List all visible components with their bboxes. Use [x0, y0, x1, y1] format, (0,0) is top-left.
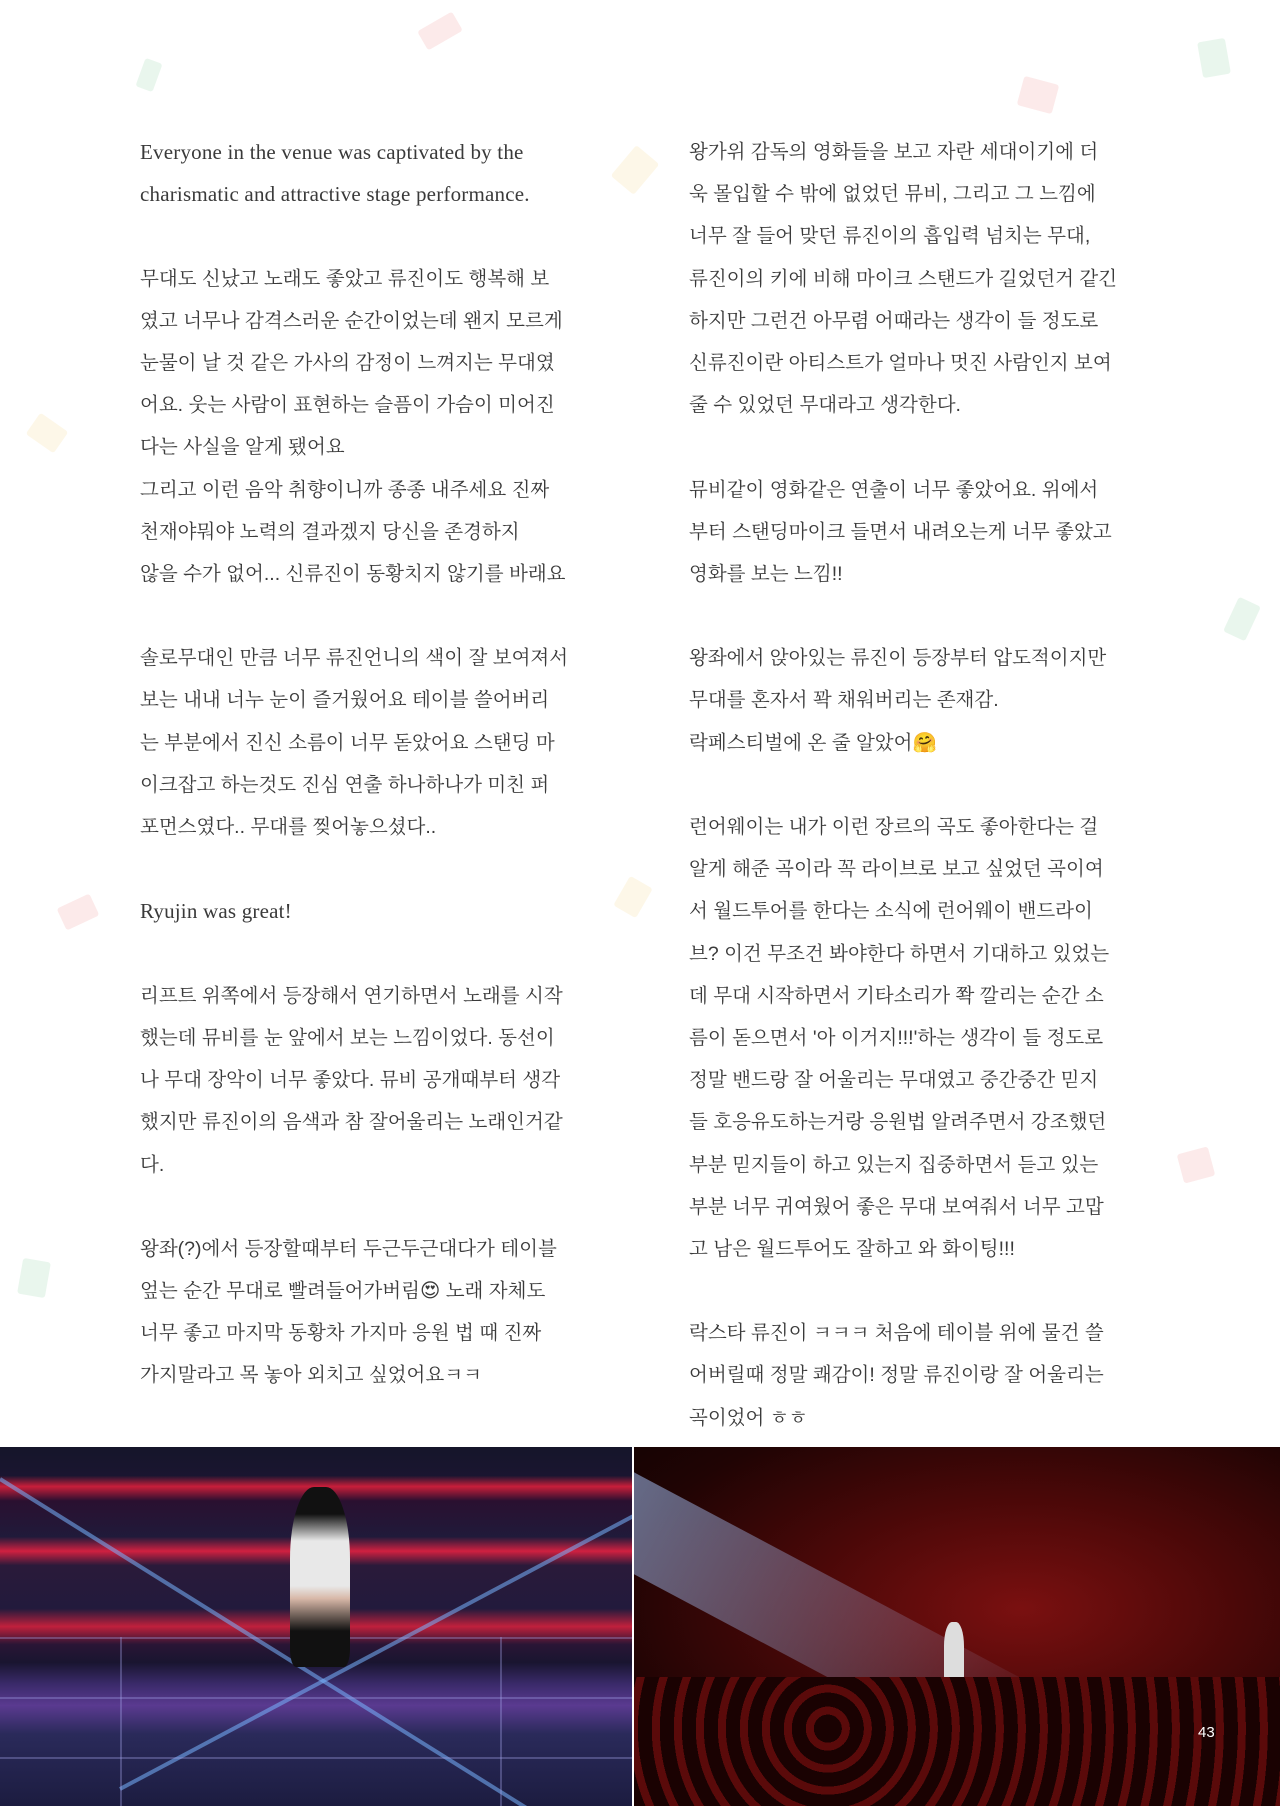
paragraph [689, 1312, 1141, 1439]
stage-floor-line [500, 1637, 502, 1806]
text-line: 너무 잘 들어 맞던 류진이의 흡입력 넘치는 무대, [689, 225, 1091, 248]
text-line: 류진이의 키에 비해 마이크 스탠드가 길었던거 같긴 [689, 267, 1118, 290]
text-line: 천재야뭐야 노력의 결과겠지 당신을 존경하지 [140, 520, 520, 543]
text-line: 가지말라고 목 놓아 외치고 싶었어요ㅋㅋ [140, 1364, 482, 1387]
stage-performance-photo [0, 1447, 632, 1806]
text-line: 포먼스였다.. 무대를 찢어놓으셨다.. [140, 816, 437, 838]
text-line: 서 월드투어를 한다는 소식에 런어웨이 밴드라이 [689, 900, 1093, 923]
text-line: 너무 좋고 마지막 동황차 가지마 응원 법 때 진짜 [140, 1322, 542, 1345]
page-number: 43 [1198, 1724, 1215, 1741]
text-line: 어요. 웃는 사람이 표현하는 슬픔이 가슴이 미어진 [140, 394, 555, 417]
paragraph [140, 890, 592, 932]
text-line: 리프트 위쪽에서 등장해서 연기하면서 노래를 시작 [140, 984, 563, 1007]
text-line: 했는데 뮤비를 눈 앞에서 보는 느낌이었다. 동선이 [140, 1026, 555, 1049]
text-line: 무대도 신났고 노래도 좋았고 류진이도 행복해 보 [140, 267, 550, 290]
paragraph [140, 637, 592, 848]
text-line: 알게 해준 곡이라 꼭 라이브로 보고 싶었던 곡이여 [689, 858, 1104, 881]
performer-figure [944, 1622, 964, 1682]
text-line: Everyone in the venue was captivated by the [140, 140, 524, 164]
paragraph [689, 637, 1141, 764]
text-line: 부분 너무 귀여웠어 좋은 무대 보여줘서 너무 고맙 [689, 1195, 1104, 1218]
text-line: 부터 스탠딩마이크 들면서 내려오는게 너무 좋았고 [689, 520, 1112, 543]
confetti [135, 58, 162, 92]
performer-figure [290, 1487, 350, 1667]
text-line: charismatic and attractive stage performance. [140, 182, 530, 207]
text-line: 들 호응유도하는거랑 응원법 알려주면서 강조했던 [689, 1111, 1107, 1134]
text-line: 락페스티벌에 온 줄 알았어🤗 [689, 731, 937, 754]
text-line: 영화를 보는 느낌!! [689, 562, 843, 585]
paragraph [689, 806, 1141, 1270]
paragraph [140, 258, 592, 596]
text-line: 왕좌에서 앉아있는 류진이 등장부터 압도적이지만 [689, 647, 1107, 670]
text-line: 브? 이건 무조건 봐야한다 하면서 기대하고 있었는 [689, 942, 1110, 965]
left-text-column [140, 131, 592, 1439]
right-text-column [689, 131, 1141, 1481]
text-line: 다. [140, 1153, 165, 1176]
confetti [417, 11, 463, 50]
text-line: 왕좌(?)에서 등장할때부터 두근두근대다가 테이블 [140, 1237, 557, 1260]
stage-floor-line [120, 1637, 122, 1806]
text-line: 하지만 그런건 아무렴 어때라는 생각이 들 정도로 [689, 309, 1099, 332]
text-line: 데 무대 시작하면서 기타소리가 쫙 깔리는 순간 소 [689, 984, 1104, 1007]
paragraph [140, 131, 592, 215]
stage-floor-line [0, 1757, 632, 1759]
text-line: 고 남은 월드투어도 잘하고 와 화이팅!!! [689, 1237, 1015, 1260]
concert-crowd-photo [634, 1447, 1280, 1806]
text-line: 뮤비같이 영화같은 연출이 너무 좋았어요. 위에서 [689, 478, 1099, 501]
crowd-silhouettes [634, 1677, 1280, 1806]
text-line: 솔로무대인 만큼 너무 류진언니의 색이 잘 보여져서 [140, 647, 569, 670]
text-line: 보는 내내 너누 눈이 즐거웠어요 테이블 쓸어버리 [140, 689, 550, 712]
text-line: 다는 사실을 알게 됐어요 [140, 436, 345, 459]
confetti [17, 1258, 51, 1298]
stage-floor-line [0, 1697, 632, 1699]
text-line: 이크잡고 하는것도 진심 연출 하나하나가 미친 퍼 [140, 773, 550, 796]
text-line: 무대를 혼자서 꽉 채워버리는 존재감. [689, 689, 999, 712]
paragraph [140, 975, 592, 1186]
text-line: 나 무대 장악이 너무 좋았다. 뮤비 공개때부터 생각 [140, 1069, 561, 1092]
confetti [57, 894, 100, 931]
paragraph [140, 1228, 592, 1397]
text-line: 했지만 류진이의 음색과 참 잘어울리는 노래인거같 [140, 1111, 563, 1134]
text-line: 않을 수가 없어... 신류진이 동황치지 않기를 바래요 [140, 562, 566, 585]
text-line: 정말 밴드랑 잘 어울리는 무대였고 중간중간 믿지 [689, 1069, 1099, 1092]
confetti [26, 413, 69, 454]
paragraph [689, 131, 1141, 426]
confetti [611, 145, 660, 195]
text-line: 곡이었어 ㅎㅎ [689, 1406, 808, 1429]
text-line: 름이 돋으면서 '아 이거지!!!'하는 생각이 들 정도로 [689, 1026, 1104, 1049]
text-line: 는 부분에서 진신 소름이 너무 돋았어요 스탠딩 마 [140, 731, 555, 754]
text-line: 눈물이 날 것 같은 가사의 감정이 느껴지는 무대였 [140, 351, 555, 374]
text-line: 어버릴때 정말 쾌감이! 정말 류진이랑 잘 어울리는 [689, 1364, 1104, 1387]
confetti [1197, 38, 1231, 78]
text-line: Ryujin was great! [140, 899, 292, 924]
text-line: 그리고 이런 음악 취향이니까 종종 내주세요 진짜 [140, 478, 550, 501]
text-line: 런어웨이는 내가 이런 장르의 곡도 좋아한다는 걸 [689, 816, 1099, 838]
photo-strip [0, 1447, 1280, 1806]
text-line: 엎는 순간 무대로 빨려들어가버림😍 노래 자체도 [140, 1280, 546, 1303]
confetti [1177, 1146, 1216, 1183]
text-line: 왕가위 감독의 영화들을 보고 자란 세대이기에 더 [689, 141, 1099, 163]
confetti [613, 876, 653, 918]
paragraph [689, 469, 1141, 596]
text-line: 락스타 류진이 ㅋㅋㅋ 처음에 테이블 위에 물건 쓸 [689, 1322, 1104, 1345]
text-line: 부분 믿지들이 하고 있는지 집중하면서 듣고 있는 [689, 1153, 1099, 1176]
confetti [1017, 76, 1060, 114]
confetti [1223, 597, 1261, 642]
text-line: 줄 수 있었던 무대라고 생각한다. [689, 394, 961, 417]
text-line: 신류진이란 아티스트가 얼마나 멋진 사람인지 보여 [689, 351, 1112, 374]
text-line: 욱 몰입할 수 밖에 없었던 뮤비, 그리고 그 느낌에 [689, 183, 1096, 206]
text-line: 였고 너무나 감격스러운 순간이었는데 왠지 모르게 [140, 309, 563, 332]
